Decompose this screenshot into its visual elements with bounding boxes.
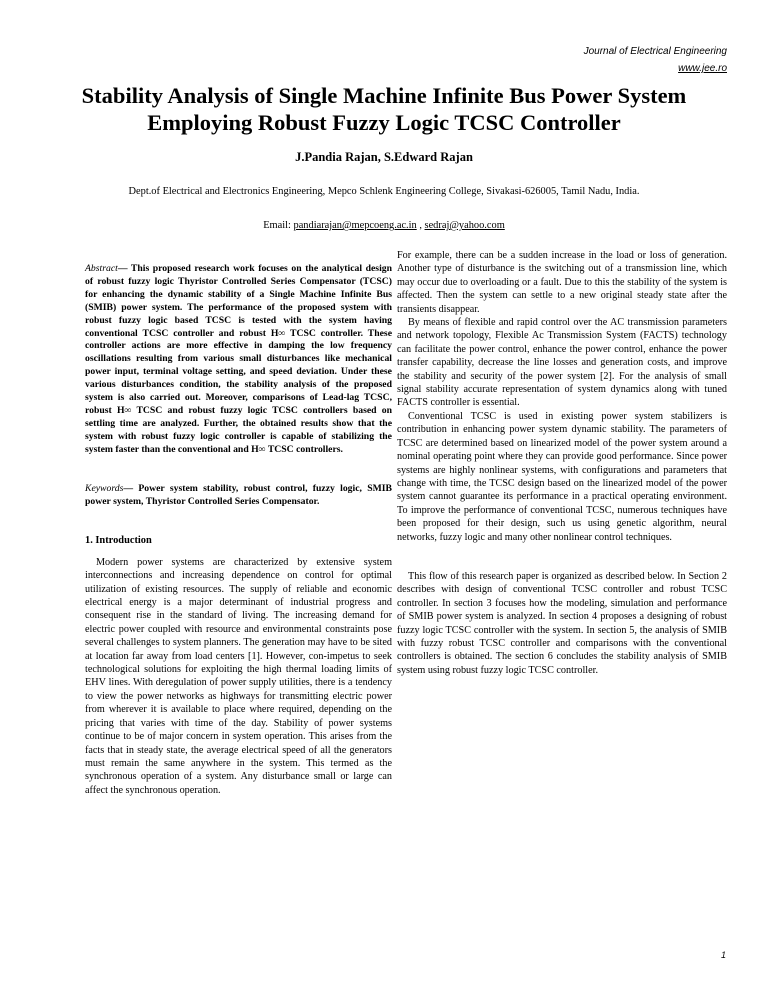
keywords-text: — Power system stability, robust control, fuzzy logic, SMIB power system, Thyristor Controlled Series Compensator. bbox=[85, 482, 392, 507]
email-link-1[interactable]: pandiarajan@mepcoeng.ac.in bbox=[293, 220, 417, 231]
journal-url[interactable]: www.jee.ro bbox=[678, 63, 727, 74]
intro-paragraph-1: Modern power systems are characterized by extensive system interconnections and increasing dependence on control for optimal utilization of existing resources. The supply of reliable and economic electrical energy is a major determinant of industrial progress and consequent rise in the standard of living. The increasing demand for electric power coupled with resource and environmental constraints pose several challenges to system planners. The generation may have to be sited at location far away from load centers [1]. However, con-impetus to seek technological solutions for exploiting the high thermal loading limits of EHV lines. With deregulation of power supply utilities, there is a tendency to view the power networks as highways for transmitting electric power from wherever it is available to place where required, depending on the pricing that varies with time of the day. Stability of power systems continue to be of major concern in system operation. This arises from the facts that in steady state, the average electrical speed of all the generators must remain the same anywhere in the system. This termed as the synchronous operation of a system. Any disturbance small or large can affect the synchronous operation. bbox=[85, 556, 392, 796]
right-paragraph-3: Conventional TCSC is used in existing power system stabilizers is contribution in enhancing power system dynamic stability. The parameters of TCSC are determined based on linearized model of the power system around a nominal operating point where they can provide good performance. Since power systems are highly nonlinear systems, with configurations and parameters that change with time, the TCSC design based on the linearized model of the power system cannot guarantee its performance in a practical operating environment. To improve the performance of conventional TCSC, numerous techniques have been proposed for their design, such us using genetic algorithm, neural networks, fuzzy logic and many other nonlinear control techniques. bbox=[397, 410, 727, 543]
journal-header bbox=[584, 43, 727, 77]
left-column bbox=[85, 263, 392, 797]
right-paragraph-4: This flow of this research paper is organized as described below. In Section 2 describes with design of conventional TCSC controller and robust TCSC controller. In section 3 focuses how the modeling, simulation and performance of SMIB power system is analyzed. In section 4 proposes a designing of robust fuzzy logic TCSC controller with the system. In section 5, the analysis of SMIB with fuzzy robust TCSC controller and comparisons with the conventional controllers is obtained. The section 6 concludes the stability analysis of SMIB system using robust fuzzy logic TCSC controller. bbox=[397, 570, 727, 676]
right-paragraph-1: For example, there can be a sudden increase in the load or loss of generation. Another type of disturbance is the switching out of a transmission line, which may occur due to overloading or a fault. Due to this the stability of the system is affected. Then the system can settle to a new original steady state after the transients disappear. bbox=[397, 250, 727, 315]
email-label: Email: bbox=[263, 220, 294, 231]
title-line-2: Employing Robust Fuzzy Logic TCSC Controller bbox=[147, 110, 621, 135]
paper-title bbox=[40, 82, 728, 136]
abstract-text: — This proposed research work focuses on the analytical design of robust fuzzy logic Thyristor Controlled Series Compensator (TCSC) for enhancing the dynamic stability of a Single Machine Infinite Bus (SMIB) power system. The performance of the proposed system with robust fuzzy logic based TCSC is tested with the system having conventional TCSC controller and robust H∞ TCSC controller. These controller actions are more effective in damping the low frequency oscillations resulting from various small disturbances like mechanical power input, terminal voltage setting, and speed deviation. Under these various disturbances condition, the stability analysis of the proposed system is also carried out. Moreover, comparisons of Lead-lag TCSC, robust H∞ TCSC and robust fuzzy logic TCSC controllers based on settling time are analyzed. Further, the obtained results show that the system with robust fuzzy logic controller is capable of stabilizing the system faster than the conventional and H∞ TCSC controllers. bbox=[85, 263, 392, 455]
authors: J.Pandia Rajan, S.Edward Rajan bbox=[295, 150, 473, 164]
right-column bbox=[397, 249, 727, 677]
abstract-lead: Abstract bbox=[85, 263, 118, 274]
section-heading-introduction: 1. Introduction bbox=[85, 535, 152, 547]
email-line bbox=[40, 220, 728, 231]
page-number: 1 bbox=[720, 950, 726, 960]
journal-name: Journal of Electrical Engineering bbox=[583, 46, 727, 57]
affiliation: Dept.of Electrical and Electronics Engineering, Mepco Schlenk Engineering College, Sivakasi-626005, Tamil Nadu, India. bbox=[128, 186, 640, 197]
keywords bbox=[85, 483, 392, 509]
right-paragraph-2: By means of flexible and rapid control over the AC transmission parameters and network topology, Flexible Ac Transmission System (FACTS) technology can facilitate the power control, enhance the power control, enhance the power transfer capability, decrease the line losses and generation costs, and improve the stability and security of the power system [2]. For the analysis of small signal stability accurate representation of system dynamics along with tuned FACTS controller is essential. bbox=[397, 317, 727, 409]
email-separator: , bbox=[416, 220, 425, 231]
abstract bbox=[85, 263, 392, 457]
keywords-lead: Keywords bbox=[85, 482, 124, 494]
email-link-2[interactable]: sedraj@yahoo.com bbox=[424, 220, 505, 231]
title-line-1: Stability Analysis of Single Machine Infinite Bus Power System bbox=[81, 83, 687, 108]
